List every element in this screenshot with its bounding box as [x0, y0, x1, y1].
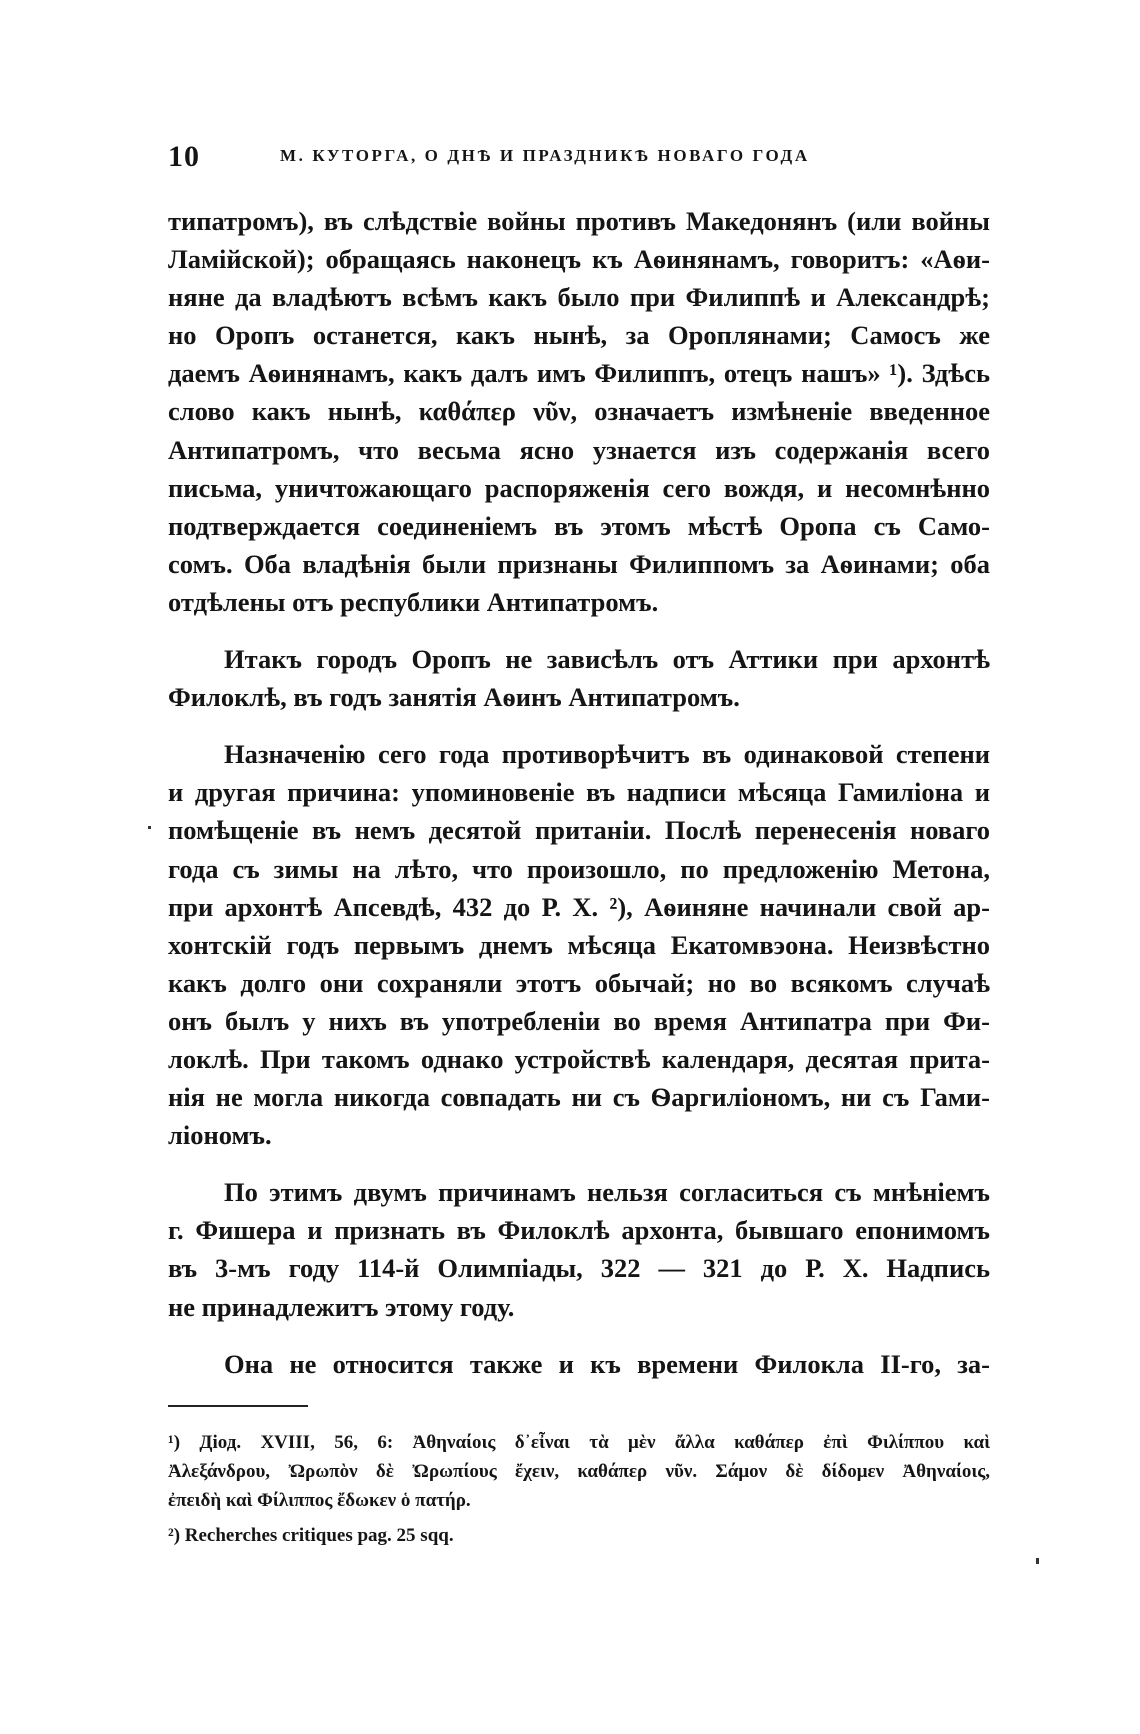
text-line: Антипатромъ, что весьма ясно узнается изъ содержанія всего	[168, 434, 990, 465]
footnote-2	[168, 1521, 990, 1550]
paragraph-5	[168, 1345, 990, 1383]
text-line: ліономъ.	[168, 1120, 272, 1151]
text-line: слово какъ нынѣ, καθάπερ νῦν, означаетъ измѣненіе введенное	[168, 396, 990, 427]
paragraph-3	[168, 735, 990, 1154]
text-line: не принадлежитъ этому году.	[168, 1291, 515, 1322]
text-line: Ламійской); обращаясь наконецъ къ Аѳинянамъ, говоритъ: «Аѳи-	[168, 244, 990, 275]
running-title: М. КУТОРГА, О ДНѢ И ПРАЗДНИКѢ НОВАГО ГОДА	[280, 146, 810, 165]
text-line: помѣщеніе въ немъ десятой пританіи. Послѣ перенесенія новаго	[168, 815, 990, 846]
text-line: локлѣ. При такомъ однако устройствѣ календаря, десятая прита-	[168, 1043, 990, 1074]
text-line: въ 3-мъ году 114-й Олимпіады, 322 — 321 до Р. Х. Надпись	[168, 1253, 990, 1284]
text-line: Назначенію сего года противорѣчитъ въ одинаковой степени	[224, 739, 990, 770]
footnote-rule	[168, 1405, 308, 1407]
text-line: няне да владѣютъ всѣмъ какъ было при Филиппѣ и Александрѣ;	[168, 282, 990, 313]
text-line: и другая причина: упоминовеніе въ надписи мѣсяца Гамиліона и	[168, 777, 990, 808]
footnote-line: Ἀλεξάνδρου, Ὠρωπὸν δὲ Ὠρωπίους ἔχειν, καθάπερ νῦν. Σάμον δὲ δίδομεν Ἀθηναίοις,	[168, 1461, 990, 1482]
text-line: года съ зимы на лѣто, что произошло, по предложенію Метона,	[168, 853, 990, 884]
text-line: отдѣлены отъ республики Антипатромъ.	[168, 586, 659, 617]
text-line: Итакъ городъ Оропъ не зависѣлъ отъ Аттики при архонтѣ	[224, 644, 990, 675]
paragraph-1	[168, 202, 990, 621]
text-line: сомъ. Оба владѣнія были признаны Филиппомъ за Аѳинами; оба	[168, 548, 990, 579]
text-line: онъ былъ у нихъ въ употребленіи во время Антипатра при Фи-	[168, 1005, 990, 1036]
scan-speck	[1036, 1558, 1039, 1564]
footnote-1	[168, 1428, 990, 1515]
text-line: г. Фишера и признать въ Филоклѣ архонта, бывшаго епонимомъ	[168, 1215, 990, 1246]
text-line: письма, уничтожающаго распоряженія сего вождя, и несомнѣнно	[168, 472, 990, 503]
running-head	[168, 140, 988, 180]
text-line: Она не относится также и къ времени Филокла II-го, за-	[224, 1348, 990, 1379]
body-text	[168, 202, 990, 1402]
text-line: типатромъ), въ слѣдствіе войны противъ Македонянъ (или войны	[168, 206, 990, 236]
footnote-line: ¹) Діод. XVIII, 56, 6: Ἀθηναίοις δ᾽εἶναι τὰ μὲν ἄλλα καθάπερ ἐπὶ Φιλίππου καὶ	[168, 1432, 990, 1453]
text-line: Филоклѣ, въ годъ занятія Аѳинъ Антипатромъ.	[168, 682, 740, 713]
text-line: какъ долго они сохраняли этотъ обычай; но во всякомъ случаѣ	[168, 967, 990, 998]
text-line: хонтскій годъ первымъ днемъ мѣсяца Екатомвэона. Неизвѣстно	[168, 929, 990, 960]
text-line: при архонтѣ Апсевдѣ, 432 до Р. Х. ²), Аѳиняне начинали свой ар-	[168, 891, 990, 922]
text-line: По этимъ двумъ причинамъ нельзя согласиться съ мнѣніемъ	[224, 1177, 990, 1208]
paragraph-2	[168, 640, 990, 716]
footnote-line: ²) Recherches critiques pag. 25 sqq.	[168, 1525, 454, 1546]
scan-speck	[148, 826, 151, 829]
text-line: даемъ Аѳинянамъ, какъ далъ имъ Филиппъ, отецъ нашъ» ¹). Здѣсь	[168, 358, 990, 389]
text-line: но Оропъ останется, какъ нынѣ, за Ороплянами; Самосъ же	[168, 320, 990, 351]
paragraph-4	[168, 1173, 990, 1325]
footnotes	[168, 1428, 990, 1556]
text-line: нія не могла никогда совпадать ни съ Ѳаргиліономъ, ни съ Гами-	[168, 1082, 990, 1113]
footnote-line: ἐπειδὴ καὶ Φίλιππος ἔδωκεν ὁ πατήρ.	[168, 1490, 471, 1511]
page-number: 10	[168, 140, 200, 173]
text-line: подтверждается соединеніемъ въ этомъ мѣстѣ Оропа съ Само-	[168, 510, 990, 541]
